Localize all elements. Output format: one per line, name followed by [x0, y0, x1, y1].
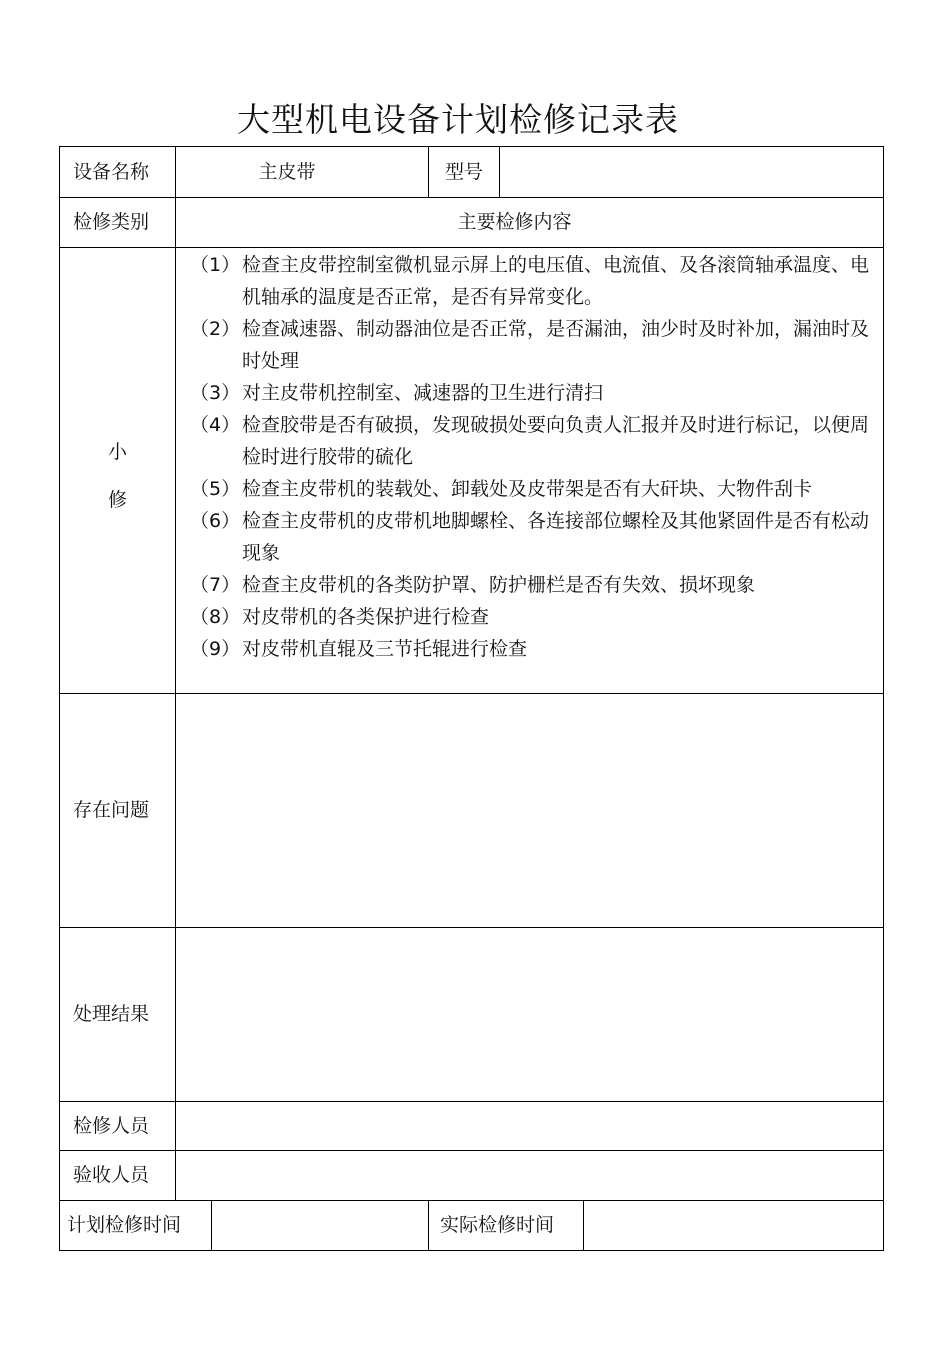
repair-staff-field[interactable]: [176, 1102, 883, 1150]
table-border-bottom: [59, 1250, 884, 1251]
category-label: 检修类别: [73, 211, 150, 233]
planned-time-label: 计划检修时间: [67, 1214, 182, 1236]
repair-items-list: [190, 249, 870, 665]
model-label: 型号: [444, 160, 483, 183]
acceptance-staff-label: 验收人员: [73, 1164, 150, 1186]
item-text: 检查胶带是否有破损，发现破损处要向负责人汇报并及时进行标记，以便周检时进行胶带的硫化: [242, 414, 870, 468]
actual-time-label: 实际检修时间: [440, 1214, 555, 1236]
repair-staff-label: 检修人员: [73, 1114, 150, 1137]
item-text: 对皮带机的各类保护进行检查: [242, 606, 490, 628]
item-number: （2）: [190, 318, 241, 340]
item-number: （3）: [190, 382, 241, 404]
item-number: （8）: [190, 606, 241, 628]
acceptance-staff-field[interactable]: [176, 1151, 883, 1200]
page-title: 大型机电设备计划检修记录表: [237, 100, 679, 139]
list-item: [190, 377, 870, 409]
minor-repair-char-1: 小: [107, 441, 127, 463]
item-text: 检查主皮带机的皮带机地脚螺栓、各连接部位螺栓及其他紧固件是否有松动现象: [242, 510, 870, 564]
item-text: 检查主皮带机的各类防护罩、防护栅栏是否有失效、损坏现象: [242, 574, 756, 596]
item-number: （5）: [190, 478, 241, 500]
actual-time-field[interactable]: [584, 1201, 883, 1250]
list-item: [190, 313, 870, 377]
item-text: 对主皮带机控制室、减速器的卫生进行清扫: [242, 382, 604, 404]
table-border-right: [883, 146, 884, 1251]
list-item: [190, 601, 870, 633]
list-item: [190, 505, 870, 569]
model-value[interactable]: [500, 146, 883, 197]
result-label: 处理结果: [73, 1003, 150, 1025]
content-header: 主要检修内容: [457, 211, 572, 233]
minor-repair-label: [59, 428, 176, 524]
list-item: [190, 569, 870, 601]
item-text: 检查减速器、制动器油位是否正常，是否漏油，油少时及时补加，漏油时及时处理: [242, 318, 870, 372]
list-item: [190, 409, 870, 473]
row-divider: [59, 247, 884, 248]
item-text: 对皮带机直辊及三节托辊进行检查: [242, 638, 528, 660]
item-number: （1）: [190, 254, 241, 276]
item-text: 检查主皮带控制室微机显示屏上的电压值、电流值、及各滚筒轴承温度、电机轴承的温度是否正常，是否有异常变化。: [242, 254, 870, 308]
problems-label: 存在问题: [73, 799, 150, 821]
minor-repair-char-2: 修: [107, 489, 127, 511]
item-text: 检查主皮带机的装载处、卸载处及皮带架是否有大矸块、大物件刮卡: [242, 478, 813, 500]
planned-time-field[interactable]: [212, 1201, 428, 1250]
problems-field[interactable]: [176, 694, 883, 927]
list-item: [190, 249, 870, 313]
item-number: （4）: [190, 414, 241, 436]
result-field[interactable]: [176, 928, 883, 1101]
device-name-value[interactable]: 主皮带: [258, 160, 316, 183]
list-item: [190, 633, 870, 665]
item-number: （7）: [190, 574, 241, 596]
list-item: [190, 473, 870, 505]
item-number: （6）: [190, 510, 241, 532]
device-name-label: 设备名称: [73, 160, 150, 183]
item-number: （9）: [190, 638, 241, 660]
